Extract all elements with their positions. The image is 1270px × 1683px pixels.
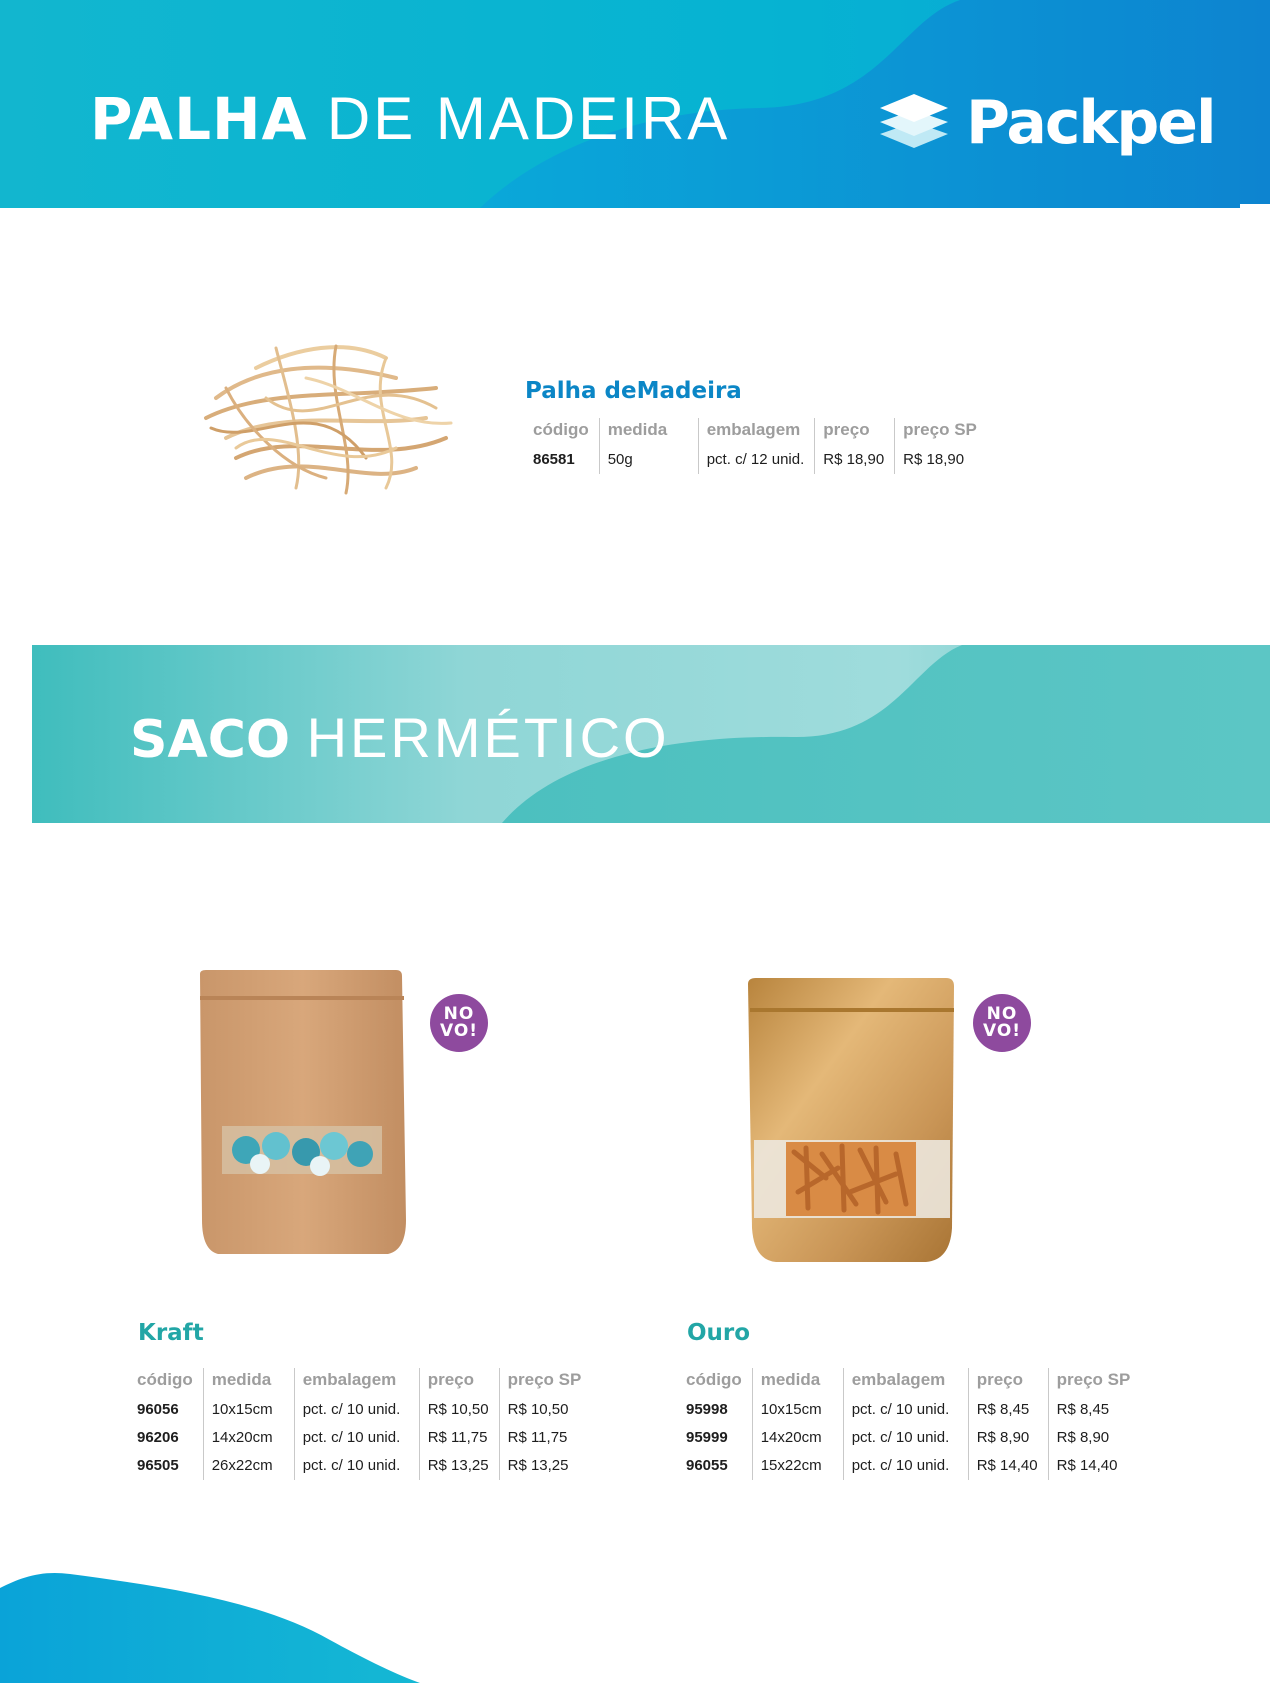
column-header-codigo: código: [137, 1370, 193, 1389]
column-header-medida: medida: [203, 1368, 294, 1396]
column-header-medida: medida: [752, 1368, 843, 1396]
table-row: [129, 1452, 591, 1480]
column-header-medida: medida: [599, 418, 698, 446]
badge-line-2: VO!: [439, 1021, 479, 1041]
page-title-light: DE MADEIRA: [326, 85, 731, 152]
cell-embalagem: pct. c/ 10 unid.: [294, 1452, 419, 1480]
cell-preco-sp: R$ 10,50: [499, 1396, 591, 1424]
column-header-preco: preço: [968, 1368, 1048, 1396]
table-row: [129, 1424, 591, 1452]
cell-preco-sp: R$ 13,25: [499, 1452, 591, 1480]
table-header-row: [525, 418, 987, 446]
column-header-preco: preço: [419, 1368, 499, 1396]
section-title-light: HERMÉTICO: [306, 706, 670, 769]
layers-icon: [874, 86, 954, 162]
cell-codigo: 96056: [137, 1400, 179, 1418]
cell-embalagem: pct. c/ 10 unid.: [294, 1424, 419, 1452]
badge-line-1: NO: [443, 1004, 475, 1024]
cell-preco: R$ 18,90: [815, 446, 895, 474]
cell-medida: 14x20cm: [203, 1424, 294, 1452]
column-header-preco-sp: preço SP: [1048, 1368, 1140, 1396]
cell-codigo: 96055: [686, 1456, 728, 1474]
table-row: [129, 1396, 591, 1424]
column-header-preco-sp: preço SP: [499, 1368, 591, 1396]
column-header-preco-sp: preço SP: [895, 418, 987, 446]
cell-embalagem: pct. c/ 10 unid.: [843, 1452, 968, 1480]
page-title: [90, 84, 730, 153]
kraft-spec-table: [129, 1368, 591, 1480]
brand-logo: [874, 86, 1215, 162]
table-row: [678, 1452, 1140, 1480]
table-header-row: [678, 1368, 1140, 1396]
cell-preco: R$ 8,45: [968, 1396, 1048, 1424]
cell-medida: 50g: [599, 446, 698, 474]
cell-embalagem: pct. c/ 10 unid.: [294, 1396, 419, 1424]
cell-preco: R$ 13,25: [419, 1452, 499, 1480]
column-header-codigo: código: [533, 420, 589, 439]
table-row: [678, 1396, 1140, 1424]
cell-codigo: 95999: [686, 1428, 728, 1446]
cell-embalagem: pct. c/ 10 unid.: [843, 1424, 968, 1452]
cell-medida: 14x20cm: [752, 1424, 843, 1452]
cell-embalagem: pct. c/ 10 unid.: [843, 1396, 968, 1424]
cell-preco-sp: R$ 11,75: [499, 1424, 591, 1452]
new-badge-kraft: [430, 994, 488, 1052]
cell-preco-sp: R$ 18,90: [895, 446, 987, 474]
section-title: [130, 705, 670, 770]
column-header-codigo: código: [686, 1370, 742, 1389]
cell-preco-sp: R$ 14,40: [1048, 1452, 1140, 1480]
cell-codigo: 86581: [533, 450, 575, 468]
cell-codigo: 96505: [137, 1456, 179, 1474]
header-banner: [0, 0, 1270, 208]
cell-preco: R$ 14,40: [968, 1452, 1048, 1480]
cell-preco-sp: R$ 8,90: [1048, 1424, 1140, 1452]
gold-bag-image: [746, 978, 958, 1264]
table-row: [525, 446, 987, 474]
badge-line-2: VO!: [982, 1021, 1022, 1041]
section-title-bold: SACO: [130, 710, 291, 770]
table-row: [678, 1424, 1140, 1452]
cell-codigo: 96206: [137, 1428, 179, 1446]
palha-spec-table: [525, 418, 987, 474]
column-header-embalagem: embalagem: [698, 418, 815, 446]
brand-name: Packpel: [966, 88, 1215, 158]
cell-preco-sp: R$ 8,45: [1048, 1396, 1140, 1424]
new-badge-ouro: [973, 994, 1031, 1052]
footer-wave: [0, 1570, 420, 1683]
cell-embalagem: pct. c/ 12 unid.: [698, 446, 815, 474]
cell-codigo: 95998: [686, 1400, 728, 1418]
badge-line-1: NO: [986, 1004, 1018, 1024]
cell-preco: R$ 11,75: [419, 1424, 499, 1452]
cell-medida: 10x15cm: [752, 1396, 843, 1424]
cell-preco: R$ 10,50: [419, 1396, 499, 1424]
kraft-bag-image: [198, 970, 408, 1260]
cell-medida: 26x22cm: [203, 1452, 294, 1480]
product-title-ouro: Ouro: [687, 1320, 751, 1346]
column-header-preco: preço: [815, 418, 895, 446]
product-title-kraft: Kraft: [138, 1320, 204, 1346]
cell-medida: 15x22cm: [752, 1452, 843, 1480]
column-header-embalagem: embalagem: [843, 1368, 968, 1396]
table-header-row: [129, 1368, 591, 1396]
cell-preco: R$ 8,90: [968, 1424, 1048, 1452]
column-header-embalagem: embalagem: [294, 1368, 419, 1396]
page-title-bold: PALHA: [90, 85, 308, 153]
cell-medida: 10x15cm: [203, 1396, 294, 1424]
product-title-palha: Palha deMadeira: [525, 378, 742, 404]
ouro-spec-table: [678, 1368, 1140, 1480]
wood-straw-image: [196, 328, 460, 504]
section-banner: [32, 645, 1270, 823]
